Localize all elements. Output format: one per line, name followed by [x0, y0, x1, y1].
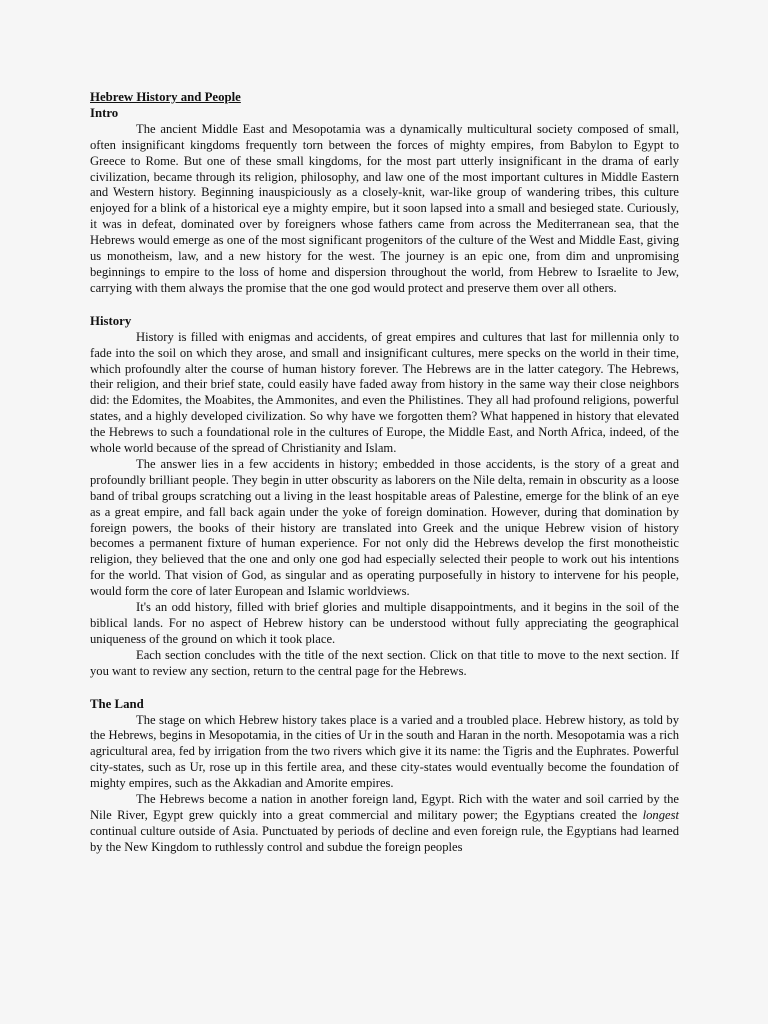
section-heading: Intro	[90, 105, 119, 120]
section-history	[90, 314, 679, 680]
paragraph	[90, 792, 679, 856]
paragraph: History is filled with enigmas and accidents, of great empires and cultures that last for millennia only to fade into the soil on which they arose, and small and insignificant cultures, mere specks on the world in their time, which profoundly alter the course of human history forever. The Hebrews are in the latter category. The Hebrews, their religion, and their brief state, could easily have faded away from history in the same way their close neighbors did: the Edomites, the Moabites, the Ammonites, and even the Philistines. They all had profound religions, powerful states, and a highly developed civilization. So why have we forgotten them? What happened in history that elevated the Hebrews to such a foundational role in the cultures of Europe, the Middle East, and North Africa, indeed, of the whole world because of the spread of Christianity and Islam.	[90, 329, 679, 456]
paragraph: It's an odd history, filled with brief glories and multiple disappointments, and it begins in the soil of the biblical lands. For no aspect of Hebrew history can be understood without fully appreciating the geographical uniqueness of the ground on which it took place.	[90, 600, 679, 646]
paragraph: Each section concludes with the title of the next section. Click on that title to move to the next section. If you want to review any section, return to the central page for the Hebrews.	[90, 647, 679, 678]
paragraph-text: continual culture outside of Asia. Punctuated by periods of decline and even foreign rule, the Egyptians had learned by the New Kingdom to ruthlessly control and subdue the foreign peoples	[90, 823, 679, 854]
section-intro	[90, 106, 679, 297]
paragraph: The ancient Middle East and Mesopotamia was a dynamically multicultural society composed of small, often insignificant kingdoms frequently torn between the forces of mighty empires, from Babylon to Egypt to Greece to Rome. But one of these small kingdoms, for the most part utterly insignificant in the drama of early civilization, became through its religion, philosophy, and law one of the most important cultures in Middle Eastern and Western history. Beginning inauspiciously as a closely-knit, war-like group of wandering tribes, this culture enjoyed for a blink of a historical eye a mighty empire, but it soon lapsed into a small and besieged state. Curiously, it was in defeat, dominated over by foreigners whose fathers came from across the Mediterranean sea, that the Hebrews would emerge as one of the most significant progenitors of the culture of the West and Middle East, giving us monotheism, law, and a new history for the west. The journey is an epic one, from dim and unpromising beginnings to empire to the loss of home and dispersion throughout the world, from Hebrew to Israelite to Jew, carrying with them always the promise that the one god would protect and preserve them over all others.	[90, 121, 679, 295]
section-the-land	[90, 697, 679, 856]
paragraph: The stage on which Hebrew history takes place is a varied and a troubled place. Hebrew history, as told by the Hebrews, begins in Mesopotamia, in the cities of Ur in the south and Haran in the north. Mesopotamia was a rich agricultural area, fed by irrigation from the two rivers which give it its name: the Tigris and the Euphrates. Powerful city-states, such as Ur, rose up in this fertile area, and these city-states would eventually become the foundation of mighty empires, such as the Akkadian and Amorite empires.	[90, 712, 679, 791]
paragraph-text: The Hebrews become a nation in another foreign land, Egypt. Rich with the water and soil carried by the Nile River, Egypt grew quickly into a great commercial and military power; the Egyptians created the	[90, 792, 679, 822]
emphasis-text: longest	[642, 807, 679, 822]
document-title: Hebrew History and People	[90, 90, 241, 104]
section-heading: History	[90, 313, 132, 328]
paragraph: The answer lies in a few accidents in history; embedded in those accidents, is the story of a great and profoundly brilliant people. They begin in utter obscurity as laborers on the Nile delta, remain in obscurity as a loose band of tribal groups scratching out a living in the least hospitable areas of Palestine, emerge for the blink of an eye as a great empire, and fall back again under the yoke of foreign domination. However, during that domination by foreign powers, the books of their history are translated into Greek and the unique Hebrew vision of history becomes a permanent fixture of human experience. For not only did the Hebrews develop the first monotheistic religion, they believed that the one and only one god had especially selected their people to work out his intentions for the world. That vision of God, as singular and as operating purposefully in history to intervene for his people, would form the core of later European and Islamic worldviews.	[90, 456, 679, 599]
document-body	[90, 90, 679, 856]
section-heading: The Land	[90, 696, 144, 711]
